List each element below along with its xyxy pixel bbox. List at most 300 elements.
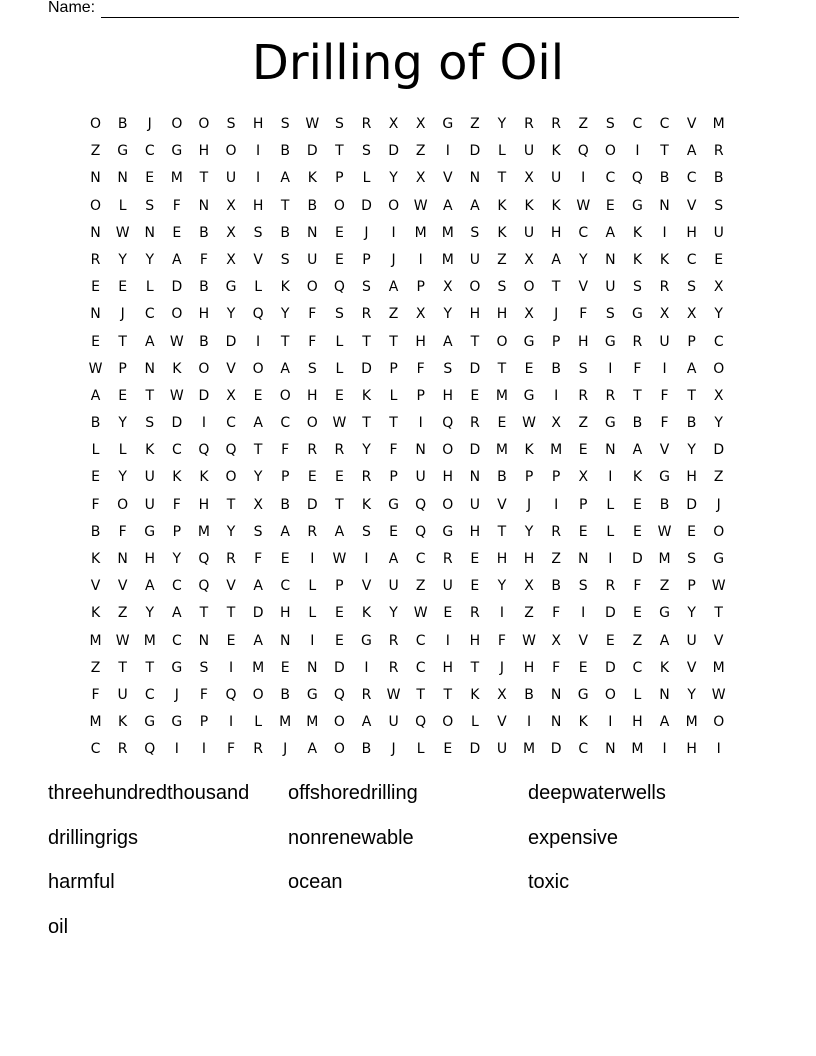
grid-letter: B xyxy=(659,496,670,513)
grid-letter: K xyxy=(551,197,561,214)
grid-letter: U xyxy=(144,496,155,513)
grid-letter: O xyxy=(117,496,129,513)
grid-letter: W xyxy=(115,224,130,241)
grid-letter: A xyxy=(442,197,453,214)
grid-letter: N xyxy=(307,659,318,676)
grid-letter: N xyxy=(605,741,616,758)
grid-letter: C xyxy=(144,143,155,160)
grid-letter: I xyxy=(174,741,179,758)
grid-letter: P xyxy=(172,523,182,540)
grid-letter: E xyxy=(470,578,480,595)
grid-letter: O xyxy=(171,116,183,132)
grid-letter: L xyxy=(254,714,263,731)
grid-letter: Y xyxy=(389,170,398,187)
grid-letter: G xyxy=(388,496,399,513)
grid-letter: U xyxy=(551,170,562,187)
grid-letter: N xyxy=(469,170,481,187)
grid-letter: H xyxy=(496,551,508,567)
grid-letter: P xyxy=(579,496,588,513)
grid-letter: U xyxy=(469,496,480,513)
grid-letter: W xyxy=(115,632,130,649)
grid-letter: P xyxy=(280,469,290,486)
grid-letter: Z xyxy=(117,605,128,622)
grid-letter: I xyxy=(608,714,613,731)
grid-letter: R xyxy=(361,116,372,132)
grid-letter: Y xyxy=(578,251,588,268)
grid-letter: M xyxy=(279,714,292,731)
grid-letter: V xyxy=(659,442,670,459)
grid-letter: T xyxy=(416,686,425,703)
grid-letter: H xyxy=(686,224,697,241)
grid-letter: S xyxy=(362,523,371,540)
grid-letter: Q xyxy=(333,686,345,703)
grid-letter: A xyxy=(280,360,290,377)
grid-letter: E xyxy=(334,632,344,649)
grid-letter: S xyxy=(578,360,588,377)
grid-letter: Y xyxy=(253,469,263,486)
grid-letter: C xyxy=(144,306,155,323)
grid-letter: Q xyxy=(198,442,210,459)
grid-letter: I xyxy=(608,551,613,567)
grid-letter: Q xyxy=(144,741,156,758)
grid-letter: H xyxy=(198,143,210,160)
grid-letter: C xyxy=(90,741,101,758)
grid-letter: F xyxy=(281,442,290,459)
grid-letter: H xyxy=(279,605,291,622)
grid-letter: B xyxy=(280,686,290,703)
grid-letter: S xyxy=(253,523,263,540)
grid-letter: E xyxy=(334,605,344,622)
grid-letter: R xyxy=(442,551,453,567)
grid-letter: M xyxy=(306,714,319,731)
grid-letter: N xyxy=(117,551,128,567)
grid-letter: Q xyxy=(442,415,454,432)
grid-letter: P xyxy=(389,360,398,377)
grid-letter: T xyxy=(226,605,236,622)
grid-letter: U xyxy=(686,632,697,649)
grid-letter: G xyxy=(306,686,318,703)
grid-letter: E xyxy=(91,333,100,350)
grid-letter: X xyxy=(686,306,697,323)
grid-letter: W xyxy=(305,116,320,132)
grid-letter: G xyxy=(523,387,535,404)
grid-letter: R xyxy=(388,659,399,676)
grid-letter: N xyxy=(198,197,210,214)
grid-letter: I xyxy=(310,632,315,649)
grid-letter: I xyxy=(635,143,640,160)
grid-letter: B xyxy=(199,333,209,350)
grid-letter: E xyxy=(443,605,453,622)
grid-letter: B xyxy=(632,415,643,432)
grid-letter: D xyxy=(469,360,481,377)
grid-letter: V xyxy=(253,251,263,268)
grid-letter: R xyxy=(307,523,318,540)
grid-letter: F xyxy=(389,442,398,459)
grid-letter: V xyxy=(578,279,589,296)
grid-letter: G xyxy=(604,415,616,432)
grid-letter: Y xyxy=(118,469,127,486)
grid-letter: X xyxy=(524,251,534,268)
grid-letter: R xyxy=(578,387,589,404)
grid-letter: N xyxy=(90,170,101,187)
grid-letter: X xyxy=(551,415,561,432)
grid-letter: X xyxy=(497,686,507,703)
grid-letter: N xyxy=(659,197,670,214)
grid-letter: G xyxy=(631,306,643,323)
grid-letter: W xyxy=(522,632,536,649)
grid-letter: A xyxy=(388,551,399,567)
grid-letter: I xyxy=(418,251,423,268)
grid-letter: X xyxy=(442,279,453,296)
grid-letter: I xyxy=(256,143,261,160)
grid-letter: K xyxy=(361,387,372,404)
grid-letter: E xyxy=(253,387,263,404)
grid-letter: V xyxy=(226,578,236,595)
grid-letter: B xyxy=(361,741,372,758)
grid-letter: T xyxy=(497,523,507,540)
grid-letter: Z xyxy=(415,143,426,160)
grid-letter: Q xyxy=(252,306,264,323)
grid-letter: R xyxy=(361,306,372,323)
grid-letter: X xyxy=(253,496,263,513)
grid-letter: A xyxy=(659,714,670,731)
grid-letter: L xyxy=(362,170,371,187)
grid-letter: W xyxy=(576,197,591,214)
grid-letter: M xyxy=(414,224,427,241)
grid-letter: S xyxy=(362,279,371,296)
grid-letter: B xyxy=(713,170,724,187)
grid-letter: I xyxy=(201,741,206,758)
grid-letter: J xyxy=(391,251,396,268)
grid-letter: K xyxy=(307,170,317,187)
grid-letter: Y xyxy=(687,686,696,703)
grid-letter: T xyxy=(551,279,561,296)
grid-letter: O xyxy=(604,686,616,703)
grid-letter: O xyxy=(333,741,345,758)
grid-letter: A xyxy=(172,251,182,268)
grid-letter: O xyxy=(306,279,318,296)
grid-letter: E xyxy=(145,170,155,187)
grid-letter: Z xyxy=(659,578,670,595)
grid-letter: C xyxy=(659,116,670,132)
name-label: Name: xyxy=(48,0,96,16)
grid-letter: U xyxy=(713,224,724,241)
grid-letter: A xyxy=(442,333,453,350)
grid-letter: Q xyxy=(415,714,427,731)
grid-letter: I xyxy=(445,632,450,649)
grid-letter: C xyxy=(415,659,426,676)
grid-letter: T xyxy=(118,333,127,350)
grid-letter: H xyxy=(469,306,481,323)
grid-letter: K xyxy=(172,360,182,377)
grid-letter: G xyxy=(144,714,156,731)
grid-letter: I xyxy=(554,387,559,404)
grid-letter: Q xyxy=(577,143,589,160)
grid-letter: F xyxy=(91,496,100,513)
grid-letter: D xyxy=(388,143,399,160)
grid-letter: B xyxy=(280,496,290,513)
grid-letter: X xyxy=(578,469,589,486)
grid-letter: Y xyxy=(497,578,507,595)
grid-letter: L xyxy=(308,578,317,595)
grid-letter: W xyxy=(711,578,726,595)
grid-letter: D xyxy=(469,741,481,758)
grid-letter: S xyxy=(687,551,697,567)
grid-letter: C xyxy=(632,659,643,676)
grid-letter: E xyxy=(91,279,100,296)
grid-letter: S xyxy=(443,360,453,377)
grid-letter: X xyxy=(659,306,670,323)
grid-letter: X xyxy=(524,170,534,187)
grid-letter: G xyxy=(171,143,183,160)
grid-letter: A xyxy=(253,632,263,649)
grid-letter: H xyxy=(442,659,454,676)
grid-letter: U xyxy=(144,469,155,486)
grid-letter: Z xyxy=(551,551,561,567)
grid-letter: N xyxy=(90,224,101,241)
grid-letter: U xyxy=(442,578,453,595)
grid-letter: J xyxy=(364,224,369,241)
grid-letter: I xyxy=(662,741,667,758)
grid-letter: R xyxy=(605,578,616,595)
grid-letter: L xyxy=(633,686,642,703)
grid-letter: E xyxy=(334,224,344,241)
grid-letter: T xyxy=(470,333,480,350)
grid-letter: K xyxy=(497,197,507,214)
grid-letter: K xyxy=(280,279,290,296)
grid-letter: I xyxy=(418,415,423,432)
grid-letter: Y xyxy=(145,605,155,622)
grid-letter: S xyxy=(632,279,642,296)
grid-letter: A xyxy=(334,523,345,540)
grid-letter: W xyxy=(169,333,184,350)
grid-letter: H xyxy=(550,224,562,241)
grid-letter: A xyxy=(361,714,372,731)
grid-letter: M xyxy=(495,442,508,459)
grid-letter: I xyxy=(201,415,206,432)
grid-letter: K xyxy=(497,224,507,241)
grid-letter: I xyxy=(608,469,613,486)
grid-letter: Y xyxy=(118,415,127,432)
grid-letter: T xyxy=(199,605,209,622)
grid-letter: F xyxy=(118,523,127,540)
word-list-item: nonrenewable xyxy=(288,826,414,849)
grid-letter: Q xyxy=(415,496,427,513)
grid-letter: Q xyxy=(415,523,427,540)
grid-letter: Y xyxy=(497,116,507,132)
grid-letter: F xyxy=(633,360,642,377)
grid-letter: R xyxy=(334,442,345,459)
grid-letter: R xyxy=(551,116,561,132)
grid-letter: L xyxy=(416,741,425,758)
grid-letter: C xyxy=(686,251,697,268)
grid-letter: B xyxy=(524,686,534,703)
grid-letter: B xyxy=(686,415,697,432)
grid-letter: R xyxy=(388,632,399,649)
grid-letter: D xyxy=(550,741,562,758)
grid-letter: W xyxy=(657,523,672,540)
grid-letter: B xyxy=(117,116,128,132)
grid-letter: L xyxy=(498,143,506,160)
grid-letter: M xyxy=(685,714,698,731)
grid-letter: H xyxy=(198,496,210,513)
grid-letter: Y xyxy=(687,605,696,622)
grid-letter: S xyxy=(605,306,615,323)
grid-letter: P xyxy=(551,333,561,350)
word-list-item: offshoredrilling xyxy=(288,782,418,804)
grid-letter: K xyxy=(118,714,128,731)
grid-letter: B xyxy=(659,170,670,187)
grid-letter: C xyxy=(226,415,236,432)
grid-letter: Q xyxy=(198,551,210,567)
grid-letter: H xyxy=(469,523,481,540)
grid-letter: E xyxy=(334,387,344,404)
grid-letter: R xyxy=(117,741,128,758)
grid-letter: D xyxy=(334,659,345,676)
grid-letter: D xyxy=(225,333,237,350)
letter-grid xyxy=(82,111,732,764)
grid-letter: K xyxy=(90,605,101,622)
grid-letter: O xyxy=(225,143,237,160)
grid-letter: E xyxy=(118,387,128,404)
grid-letter: J xyxy=(391,741,396,758)
grid-letter: T xyxy=(362,333,371,350)
grid-letter: X xyxy=(713,279,724,296)
grid-letter: V xyxy=(497,496,507,513)
grid-letter: U xyxy=(469,251,480,268)
grid-letter: D xyxy=(171,415,183,432)
word-list xyxy=(48,778,768,957)
grid-letter: Y xyxy=(280,306,290,323)
grid-letter: J xyxy=(554,306,559,323)
grid-letter: J xyxy=(499,659,505,676)
grid-letter: V xyxy=(713,632,724,649)
grid-letter: I xyxy=(364,551,369,567)
grid-letter: T xyxy=(335,496,344,513)
grid-letter: G xyxy=(631,197,643,214)
grid-letter: C xyxy=(686,170,697,187)
grid-letter: G xyxy=(225,279,237,296)
grid-letter: L xyxy=(254,279,263,296)
grid-letter: Q xyxy=(225,442,237,459)
grid-letter: F xyxy=(633,578,642,595)
grid-letter: S xyxy=(253,224,263,241)
grid-letter: H xyxy=(523,551,535,567)
grid-letter: E xyxy=(334,469,344,486)
grid-letter: R xyxy=(632,333,643,350)
grid-letter: H xyxy=(469,632,481,649)
grid-letter: W xyxy=(413,197,428,214)
grid-letter: U xyxy=(225,170,237,187)
grid-letter: I xyxy=(662,224,667,241)
grid-letter: Z xyxy=(713,469,724,486)
grid-letter: K xyxy=(632,251,643,268)
grid-letter: R xyxy=(469,605,480,622)
grid-letter: W xyxy=(522,415,536,432)
grid-letter: S xyxy=(199,659,209,676)
grid-letter: U xyxy=(523,224,535,241)
grid-letter: X xyxy=(415,116,426,132)
grid-letter: D xyxy=(306,143,318,160)
grid-letter: I xyxy=(716,741,721,758)
grid-letter: A xyxy=(253,578,263,595)
grid-letter: V xyxy=(686,116,697,132)
grid-letter: R xyxy=(605,387,616,404)
grid-letter: W xyxy=(88,360,103,377)
grid-letter: M xyxy=(523,741,536,758)
grid-letter: D xyxy=(686,496,697,513)
grid-letter: B xyxy=(90,415,101,432)
grid-letter: T xyxy=(470,659,480,676)
grid-letter: K xyxy=(659,251,670,268)
grid-letter: M xyxy=(441,251,454,268)
grid-letter: Y xyxy=(687,442,696,459)
grid-letter: A xyxy=(470,197,480,214)
grid-letter: B xyxy=(199,224,209,241)
grid-letter: P xyxy=(118,360,127,377)
grid-letter: R xyxy=(226,551,236,567)
grid-letter: G xyxy=(659,469,670,486)
grid-letter: M xyxy=(712,659,725,676)
grid-letter: T xyxy=(335,143,344,160)
grid-letter: K xyxy=(90,551,101,567)
grid-letter: S xyxy=(497,279,507,296)
grid-letter: T xyxy=(443,686,453,703)
grid-letter: E xyxy=(443,741,453,758)
grid-letter: T xyxy=(497,170,507,187)
word-list-item: ocean xyxy=(288,871,343,894)
grid-letter: R xyxy=(307,442,318,459)
grid-letter: C xyxy=(144,686,155,703)
grid-letter: F xyxy=(254,551,263,567)
grid-letter: R xyxy=(90,251,101,268)
grid-letter: M xyxy=(89,714,102,731)
grid-letter: E xyxy=(334,251,344,268)
grid-letter: U xyxy=(605,279,616,296)
grid-letter: D xyxy=(469,143,481,160)
grid-letter: P xyxy=(389,469,398,486)
grid-letter: I xyxy=(499,605,505,622)
grid-letter: N xyxy=(307,224,318,241)
grid-letter: J xyxy=(147,116,152,132)
grid-letter: S xyxy=(307,360,317,377)
grid-letter: K xyxy=(145,442,155,459)
grid-letter: Q xyxy=(225,686,237,703)
grid-letter: N xyxy=(90,306,101,323)
grid-letter: R xyxy=(361,469,372,486)
grid-letter: O xyxy=(442,442,454,459)
grid-letter: O xyxy=(306,415,318,432)
grid-letter: E xyxy=(389,523,398,540)
grid-letter: L xyxy=(606,496,615,513)
grid-letter: F xyxy=(199,686,208,703)
grid-letter: A xyxy=(280,170,290,187)
grid-letter: H xyxy=(686,741,697,758)
grid-letter: X xyxy=(524,578,534,595)
grid-letter: I xyxy=(662,360,667,377)
word-list-item: oil xyxy=(48,916,69,939)
grid-letter: B xyxy=(90,523,101,540)
grid-letter: T xyxy=(389,333,398,350)
grid-letter: R xyxy=(551,523,561,540)
grid-letter: Z xyxy=(90,659,101,676)
grid-letter: F xyxy=(199,251,208,268)
grid-letter: C xyxy=(280,415,291,432)
grid-letter: H xyxy=(307,387,318,404)
grid-letter: O xyxy=(252,360,264,377)
grid-letter: A xyxy=(172,605,182,622)
grid-letter: J xyxy=(283,741,288,758)
